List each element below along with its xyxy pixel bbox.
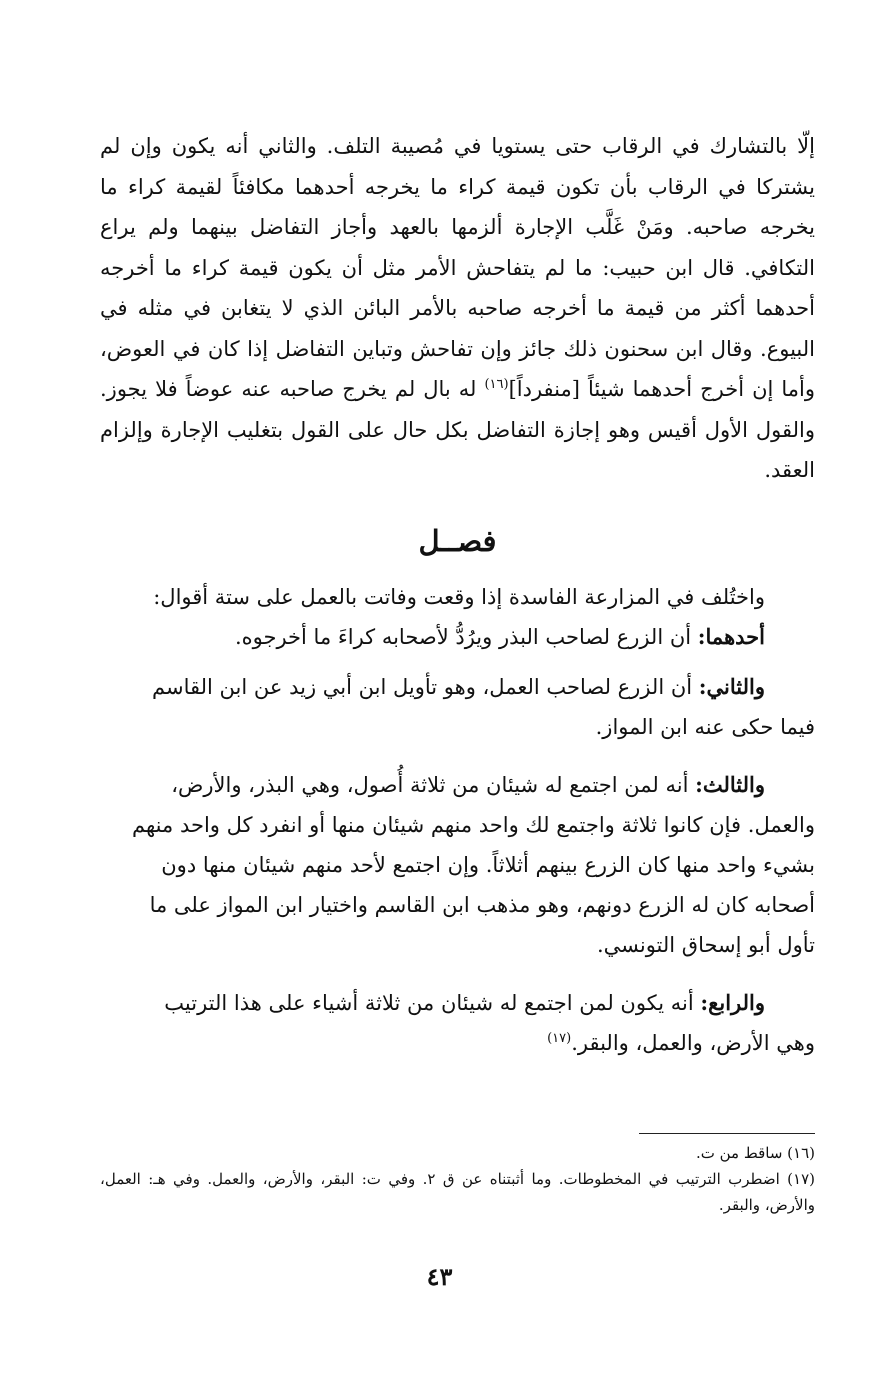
text-line: بتغليب الإجارة وإلزام العقد. <box>100 417 815 482</box>
opinion-4 <box>100 983 815 1063</box>
text-line: التكافي. قال ابن حبيب: ما لم يتفاحش الأمر مثل أن يكون قيمة كراء ما أخرجه <box>100 255 815 280</box>
text-line: البيوع. وقال ابن سحنون ذلك جائز وإن تفاحش وتباين التفاضل إذا كان في <box>172 336 815 361</box>
footnote-ref-16: (١٦) <box>484 377 509 392</box>
text-line: عوضاً فلا يجوز. والقول الأول أقيس وهو إجازة التفاضل بكل حال على القول <box>100 377 815 442</box>
opinion-label: أحدهما: <box>697 623 765 649</box>
text-line: إلّا بالتشارك في الرقاب حتى يستويا في مُصيبة التلف. والثاني أنه يكون وإن لم <box>100 134 815 158</box>
opinion-2 <box>100 667 815 747</box>
footnote-ref-17: (١٧) <box>547 1030 572 1046</box>
intro-line: واختُلف في المزارعة الفاسدة إذا وقعت وفاتت بالعمل على ستة أقوال: <box>153 584 765 609</box>
page-body <box>100 126 815 1063</box>
opinion-continuation <box>100 1023 815 1063</box>
footnote-17: (١٧) اضطرب الترتيب في المخطوطات. وما أثبتناه عن ق ٢. وفي ت: البقر، والأرض، والعمل. وفي هـ: العمل، والأرض، والبقر. <box>100 1170 815 1214</box>
opinion-continuation-line: والعمل. فإن كانوا ثلاثة واجتمع لك واحد منهم شيئان منها أو انفرد كل واحد منهم <box>132 812 815 837</box>
opinion-continuation-text: وهي الأرض، والعمل، والبقر. <box>571 1030 815 1055</box>
opinion-continuation-line: أصحابه كان له الزرع دونهم، وهو مذهب ابن القاسم واختيار ابن المواز على ما <box>149 892 815 917</box>
opinion-continuation: فيما حكى عنه ابن المواز. <box>595 714 815 739</box>
footnotes <box>100 1140 815 1218</box>
opinion-first-line <box>100 667 815 707</box>
text-line: له بال لم يخرج صاحبه عنه <box>241 377 477 401</box>
paragraph-continuation <box>100 126 815 491</box>
page-number: ٤٣ <box>426 1262 453 1291</box>
opinion-text: أن الزرع لصاحب العمل، وهو تأويل ابن أبي زيد عن ابن القاسم <box>152 674 693 699</box>
text-line: يشتركا في الرقاب بأن تكون قيمة كراء ما يخرجه أحدهما مكافئاً لقيمة كراء ما <box>100 174 815 199</box>
opinion-text: أنه يكون لمن اجتمع له شيئان من ثلاثة أشياء على هذا الترتيب <box>164 990 694 1015</box>
opinion-first-line <box>100 765 815 805</box>
text-line: يخرجه صاحبه. ومَنْ غَلَّب الإجارة ألزمها بالعهد وأجاز التفاضل بينهما ولم يراع <box>100 215 815 239</box>
text-line: العوض، وأما إن أخرج أحدهما شيئاً [منفرداً] <box>100 336 815 401</box>
opinion-first-line <box>100 983 815 1023</box>
opinion-label: والرابع: <box>700 989 765 1015</box>
footnote-separator <box>639 1133 815 1134</box>
opinion-text: أنه لمن اجتمع له شيئان من ثلاثة أُصول، وهي البذر، والأرض، <box>171 772 689 797</box>
opinion-1 <box>100 617 815 657</box>
footnote-16: (١٦) ساقط من ت. <box>695 1144 815 1162</box>
opinion-continuation-line: بشيء واحد منها كان الزرع بينهم أثلاثاً. وإن اجتمع لأحد منهم شيئان منها دون <box>161 852 815 877</box>
opinion-label: والثاني: <box>698 673 765 699</box>
opinion-label: والثالث: <box>695 771 765 797</box>
opinion-text: أن الزرع لصاحب البذر ويرُدُّ لأصحابه كراءَ ما أخرجوه. <box>234 624 692 649</box>
text-line: أحدهما أكثر من قيمة ما أخرجه صاحبه بالأمر البائن الذي لا يتغابن في مثله في <box>100 296 815 320</box>
opinion-3 <box>100 765 815 965</box>
section-heading: فصــل <box>418 523 497 558</box>
opinion-continuation-line: تأول أبو إسحاق التونسي. <box>596 932 815 957</box>
